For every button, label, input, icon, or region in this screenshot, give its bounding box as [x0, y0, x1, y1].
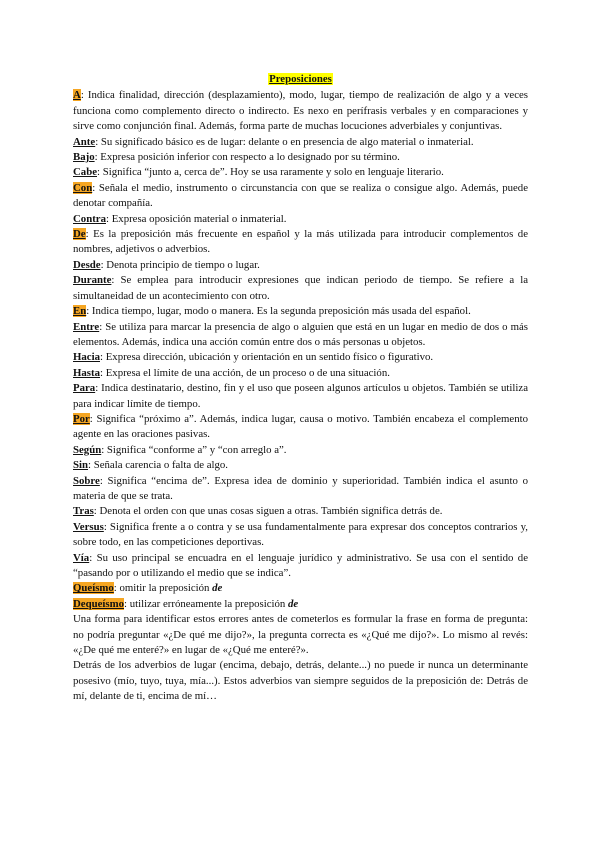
term: Sobre [73, 474, 100, 487]
entry-en [73, 304, 528, 319]
entry-contra [73, 212, 528, 227]
entry-cabe [73, 165, 528, 180]
term: Ante [73, 135, 96, 148]
definition: : Expresa el límite de una acción, de un proceso o de una situación. [100, 366, 390, 379]
definition: : Señala carencia o falta de algo. [88, 459, 229, 472]
definition: : Significa frente a o contra y se usa fundamentalmente para expresar dos conceptos contrarios y, sobre todo, en las competiciones deportivas. [73, 520, 528, 549]
term: Sin [73, 459, 89, 472]
title-row [73, 72, 528, 87]
term: Desde [73, 258, 101, 271]
term: Entre [73, 320, 100, 333]
definition: : omitir la preposición [113, 582, 213, 595]
paragraph-identify-errors: Una forma para identificar estos errores antes de cometerlos es formular la frase en forma de pregunta: no podría preguntar «¿De qué me dijo?», la pregunta correcta es «¿Qué me dijo?». Lo mismo al revés: «¿De qué me enteré?» en lugar de «¿Qué me enteré?». [73, 613, 528, 657]
term: A [73, 89, 81, 102]
page-title: Preposiciones [269, 73, 332, 85]
term: Versus [73, 520, 104, 533]
term: Según [73, 443, 102, 456]
entry-queismo [73, 581, 528, 596]
entry-entre [73, 320, 528, 351]
entry-hasta [73, 366, 528, 381]
definition: : Es la preposición más frecuente en español y la más utilizada para introducir complementos de nombres, adjetivos o adverbios. [73, 228, 528, 256]
entry-con [73, 181, 528, 212]
term: Durante [73, 274, 112, 287]
entry-segun [73, 443, 528, 458]
term: Vía [73, 551, 90, 564]
entry-para [73, 381, 528, 412]
definition: : Expresa dirección, ubicación y orientación en un sentido físico o figurativo. [100, 351, 434, 364]
definition: : Se utiliza para marcar la presencia de algo o alguien que está en un lugar en medio de dos o más elementos. Además, indica una acción común entre dos o más personas u objetos. [73, 320, 528, 348]
definition: : Indica finalidad, dirección (desplazamiento), modo, lugar, tiempo de realización de algo y a veces funciona como complemento directo o indirecto. Es nexo en perífrasis verbales y en comparaciones y sirve como conjunción final. Además, forma parte de muchas locuciones adverbiales y conjuntivas. [73, 89, 528, 133]
entry-de [73, 227, 528, 258]
term: Tras [73, 505, 94, 518]
term: Para [73, 382, 96, 395]
entry-sobre [73, 474, 528, 505]
term: Hasta [73, 366, 100, 379]
definition: : utilizar erróneamente la preposición [124, 597, 288, 610]
preposition: de [212, 582, 223, 595]
entry-dequeismo [73, 597, 528, 612]
definition: : Indica destinatario, destino, fin y el uso que poseen algunos artículos u objetos. También se utiliza para indicar límite de tiempo. [73, 382, 528, 410]
term: De [73, 228, 86, 241]
entry-via [73, 551, 528, 582]
definition: : Señala el medio, instrumento o circunstancia con que se realiza o consigue algo. Además, puede denotar compañía. [73, 181, 528, 210]
entry-desde [73, 258, 528, 273]
entry-tras [73, 504, 528, 519]
term: Con [73, 181, 93, 194]
entry-sin [73, 458, 528, 473]
term: Hacia [73, 351, 100, 364]
definition: : Significa “próximo a”. Además, indica lugar, causa o motivo. También encabeza el complemento agente en las oraciones pasivas. [73, 412, 528, 441]
entry-ante [73, 135, 528, 150]
entry-a [73, 88, 528, 134]
definition: : Su significado básico es de lugar: delante o en presencia de algo material o inmaterial. [95, 135, 474, 148]
term: Bajo [73, 151, 95, 164]
definition: : Su uso principal se encuadra en el lenguaje jurídico y administrativo. Se usa con el sentido de “pasando por o utilizando el medio que se indica”. [73, 551, 528, 579]
entry-durante [73, 273, 528, 304]
preposition: de [287, 597, 299, 610]
definition: : Denota el orden con que unas cosas siguen a otras. También significa detrás de. [93, 505, 443, 518]
paragraph-adverbs: Detrás de los adverbios de lugar (encima, debajo, detrás, delante...) no puede ir nunca un determinante posesivo (mío, tuyo, tuya, mía...). Estos adverbios van siempre seguidos de la preposición de: Detrás de mí, delante de ti, encima de mí… [73, 659, 528, 703]
entry-hacia [73, 350, 528, 365]
entry-bajo [73, 150, 528, 165]
term: Contra [73, 212, 106, 225]
term: En [73, 305, 87, 318]
term: Queísmo [73, 582, 114, 595]
definition: : Significa “encima de”. Expresa idea de dominio y superioridad. También indica el asunto o materia de que se trata. [73, 474, 528, 502]
term: Dequeísmo [73, 597, 124, 610]
term: Cabe [73, 166, 97, 179]
definition: : Expresa posición inferior con respecto a lo designado por su término. [94, 151, 400, 164]
definition: : Significa “junto a, cerca de”. Hoy se usa raramente y solo en lenguaje literario. [97, 166, 444, 179]
entry-versus [73, 520, 528, 551]
entry-por [73, 412, 528, 443]
document-page [73, 72, 528, 705]
term: Por [73, 412, 90, 425]
definition: : Significa “conforme a” y “con arreglo a”. [101, 443, 287, 456]
definition: : Indica tiempo, lugar, modo o manera. Es la segunda preposición más usada del español. [86, 305, 471, 318]
definition: : Se emplea para introducir expresiones que indican periodo de tiempo. Se refiere a la simultaneidad de un acontecimiento con otro. [73, 274, 528, 302]
definition: : Denota principio de tiempo o lugar. [100, 258, 260, 271]
definition: : Expresa oposición material o inmaterial. [106, 212, 287, 225]
